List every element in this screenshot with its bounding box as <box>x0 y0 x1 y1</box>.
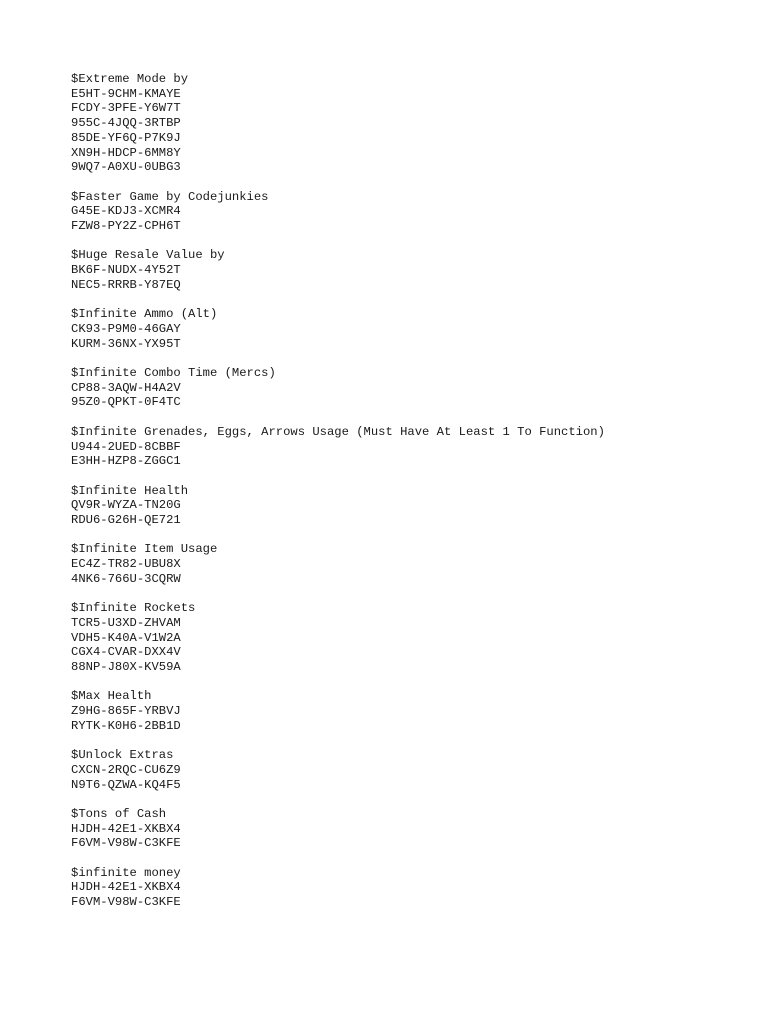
cheat-section-infinite-money <box>71 866 751 910</box>
cheat-code: FCDY-3PFE-Y6W7T <box>71 101 181 116</box>
cheat-title: $Infinite Combo Time (Mercs) <box>71 366 276 380</box>
cheat-section-unlock-extras <box>71 748 751 792</box>
cheat-code: 955C-4JQQ-3RTBP <box>71 116 181 131</box>
cheat-code: Z9HG-865F-YRBVJ <box>71 704 181 719</box>
cheat-section-infinite-health <box>71 484 751 528</box>
cheat-title: $Huge Resale Value by <box>71 248 225 263</box>
cheat-section-huge-resale-value <box>71 248 751 292</box>
cheat-title: $Infinite Grenades, Eggs, Arrows Usage (Must Have At Least 1 To Function) <box>71 424 605 439</box>
cheat-code: NEC5-RRRB-Y87EQ <box>71 277 181 292</box>
cheat-code: E3HH-HZP8-ZGGC1 <box>71 454 181 469</box>
cheat-title: $Infinite Item Usage <box>71 542 218 557</box>
cheat-section-infinite-rockets <box>71 601 751 675</box>
cheat-code: RYTK-K0H6-2BB1D <box>71 718 181 733</box>
cheat-code: F6VM-V98W-C3KFE <box>71 836 181 851</box>
cheat-section-max-health <box>71 689 751 733</box>
cheat-code: TCR5-U3XD-ZHVAM <box>71 615 181 630</box>
cheat-title: $Infinite Rockets <box>71 601 196 616</box>
cheat-title: $Infinite Health <box>71 483 189 498</box>
cheat-title: $infinite money <box>71 865 181 880</box>
cheat-title: $Tons of Cash <box>71 806 167 821</box>
cheat-code: CXCN-2RQC-CU6Z9 <box>71 762 181 777</box>
cheat-code: 88NP-J80X-KV59A <box>71 660 181 674</box>
cheat-code: RDU6-G26H-QE721 <box>71 513 181 527</box>
cheat-code: U944-2UED-8CBBF <box>71 439 181 454</box>
cheat-code: 9WQ7-A0XU-0UBG3 <box>71 160 181 175</box>
cheat-code: E5HT-9CHM-KMAYE <box>71 86 181 101</box>
cheat-section-infinite-ammo <box>71 307 751 351</box>
cheat-section-infinite-combo-time <box>71 366 751 410</box>
cheat-code: XN9H-HDCP-6MM8Y <box>71 145 181 160</box>
cheat-section-tons-of-cash <box>71 807 751 851</box>
cheat-code: QV9R-WYZA-TN20G <box>71 498 181 513</box>
cheat-code: BK6F-NUDX-4Y52T <box>71 263 181 278</box>
cheat-code: 4NK6-766U-3CQRW <box>71 571 181 586</box>
cheat-code: HJDH-42E1-XKBX4 <box>71 880 181 895</box>
cheat-code: 85DE-YF6Q-P7K9J <box>71 130 181 145</box>
cheat-title: $Extreme Mode by <box>71 72 189 86</box>
cheat-code: G45E-KDJ3-XCMR4 <box>71 204 181 219</box>
cheat-code: F6VM-V98W-C3KFE <box>71 895 181 910</box>
cheat-code: N9T6-QZWA-KQ4F5 <box>71 777 181 792</box>
cheat-code: CP88-3AQW-H4A2V <box>71 380 181 395</box>
cheat-code: HJDH-42E1-XKBX4 <box>71 821 181 836</box>
cheat-section-extreme-mode <box>71 72 751 175</box>
cheat-title: $Max Health <box>71 689 152 704</box>
cheat-title: $Infinite Ammo (Alt) <box>71 307 218 322</box>
cheat-section-faster-game <box>71 190 751 234</box>
cheat-code: EC4Z-TR82-UBU8X <box>71 557 181 572</box>
cheat-section-infinite-item-usage <box>71 542 751 586</box>
cheat-code: VDH5-K40A-V1W2A <box>71 630 181 645</box>
cheat-code: KURM-36NX-YX95T <box>71 336 181 351</box>
cheat-code: CK93-P9M0-46GAY <box>71 321 181 336</box>
cheat-title: $Unlock Extras <box>71 748 174 763</box>
document-page <box>71 72 751 925</box>
cheat-code: FZW8-PY2Z-CPH6T <box>71 219 181 234</box>
cheat-code: CGX4-CVAR-DXX4V <box>71 645 181 660</box>
cheat-section-infinite-grenades <box>71 425 751 469</box>
cheat-title: $Faster Game by Codejunkies <box>71 189 269 204</box>
cheat-code: 95Z0-QPKT-0F4TC <box>71 395 181 410</box>
